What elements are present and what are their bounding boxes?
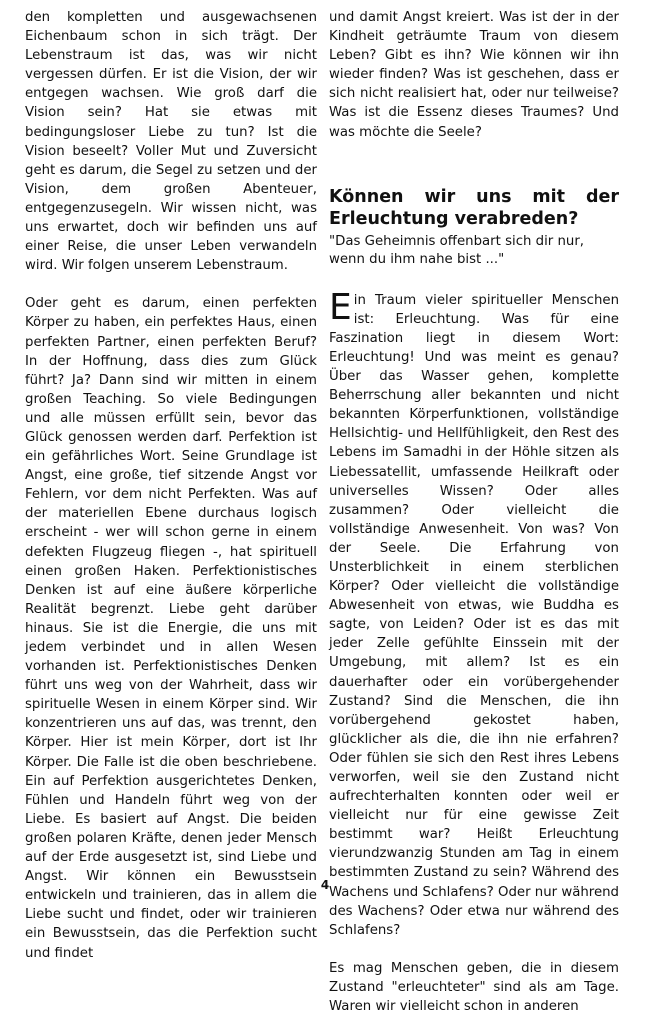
page-number: 4 bbox=[320, 878, 330, 892]
paragraph-spacer bbox=[329, 940, 619, 959]
section-spacer bbox=[329, 142, 619, 186]
right-paragraph-2 bbox=[329, 286, 619, 940]
section-quote: "Das Geheimnis offenbart sich dir nur, wenn du ihm nahe bist ..." bbox=[329, 233, 585, 267]
left-paragraph-1: den kompletten und ausgewachsenen Eichenbaum schon in sich trägt. Der Lebenstraum ist das, was wir nicht vergessen dürfen. Er ist die Vision, der wir entgegen wachsen. Wie groß darf die Vision sein? Hat sie etwas mit bedingungsloser Liebe zu tun? Ist die Vision beseelt? Voller Mut und Zuversicht geht es darum, die Segel zu setzen und der Vision, dem großen Abenteuer, entgegenzusegeln. Wir wissen nicht, was uns erwartet, doch wir befinden uns auf einer Reise, die unser Leben verwandeln wird. Wir folgen unserem Lebenstraum. bbox=[25, 10, 317, 274]
right-paragraph-2-text: in Traum vieler spiritueller Menschen ist: Erleuchtung. Was für eine Faszination liegt in diesem Wort: Erleuchtung! Und was meint es genau? Über das Wasser gehen, komplette Beherrschung aller bekannten und nicht bekannten Körperfunktionen, vollständige Hellsichtig- und Hellfühligkeit, den Rest des Lebens im Samadhi in der Höhle sitzen als Liebessatellit, umfassende Heilkraft oder universelles Wissen? Oder alles zusammen? Oder vielleicht die vollständige Anwesenheit. Von was? Von der Seele. Die Erfahrung von Unsterblichkeit in einem sterblichen Körper? Oder vielleicht die vollständige Abwesenheit von etwas, wie Buddha es sagte, von Leiden? Oder ist es das mit jeder Zelle gefühlte Einssein mit der Umgebung, mit allem? Ist es ein dauerhafter oder ein vorübergehender Zustand? Sind die Menschen, die ihn vorübergehend gekostet haben, glücklicher als die, die ihn nie erfahren? Oder fühlen sie sich den Rest ihres Lebens verworfen, weil sie den Zustand nicht aufrechterhalten konnten oder weil er vielleicht nur für eine gewisse Zeit bestimmt war? Heißt Erleuchtung vierundzwanzig Stunden am Tag in einem bestimmten Zustand zu sein? Während des Wachens und Schlafens? Oder nur während des Wachens? Oder etwa nur während des Schlafens? bbox=[329, 292, 619, 938]
left-paragraph-2: Oder geht es darum, einen perfekten Körper zu haben, ein perfektes Haus, einen perfekten Partner, einen perfekten Beruf? In der Hoffnung, dass dies zum Glück führt? Ja? Dann sind wir mitten in einem großen Teaching. So viele Bedingungen und alle müssen erfüllt sein, bevor das Glück genossen werden darf. Perfektion ist ein gefährliches Wort. Seine Grundlage ist Angst, eine große, tief sitzende Angst vor Fehlern, vor dem nicht Perfekten. Was auf der materiellen Ebene durchaus logisch erscheint - wer will schon gerne in einem defekten Flugzeug fliegen -, hat spirituell einen großen Haken. Perfektionistisches Denken ist auf eine äußere körperliche Realität begrenzt. Liebe geht darüber hinaus. Sie ist die Energie, die uns mit jedem verbindet und in allen Wesen vorhanden ist. Perfektionistisches Denken führt uns weg von der Wahrheit, dass wir spirituelle Wesen in einem Körper sind. Wir konzentrieren uns auf das, was trennt, den Körper. Hier ist mein Körper, dort ist Ihr Körper. Die Falle ist die oben beschriebene. Ein auf Perfektion ausgerichtetes Denken, Fühlen und Handeln führt weg von der Liebe. Es basiert auf Angst. Die beiden großen polaren Kräfte, denen jeder Mensch auf der Erde ausgesetzt ist, sind Liebe und Angst. Wir können ein Bewusstsein entwickeln und trainieren, das in allem die Liebe sucht und findet, oder wir trainieren ein Bewusstsein, das die Perfektion sucht und findet bbox=[25, 296, 317, 961]
right-paragraph-1: und damit Angst kreiert. Was ist der in der Kindheit geträumte Traum von diesem Leben? Gibt es ihn? Wie können wir ihn wieder finden? Was ist geschehen, dass er sich nicht realisiert hat, oder nur teilweise? Was ist die Essenz dieses Traumes? Und was möchte die Seele? bbox=[329, 10, 619, 140]
right-paragraph-3: Es mag Menschen geben, die in diesem Zustand "erleuchteter" sind als am Tage. Waren wir vielleicht schon in anderen bbox=[329, 960, 619, 1015]
drop-cap: E bbox=[329, 286, 352, 328]
paragraph-spacer bbox=[25, 275, 317, 294]
right-column bbox=[329, 8, 619, 1016]
left-column bbox=[25, 8, 317, 963]
quote-spacer bbox=[329, 269, 619, 291]
section-heading: Können wir uns mit der Erleuchtung verabreden? bbox=[329, 186, 619, 229]
